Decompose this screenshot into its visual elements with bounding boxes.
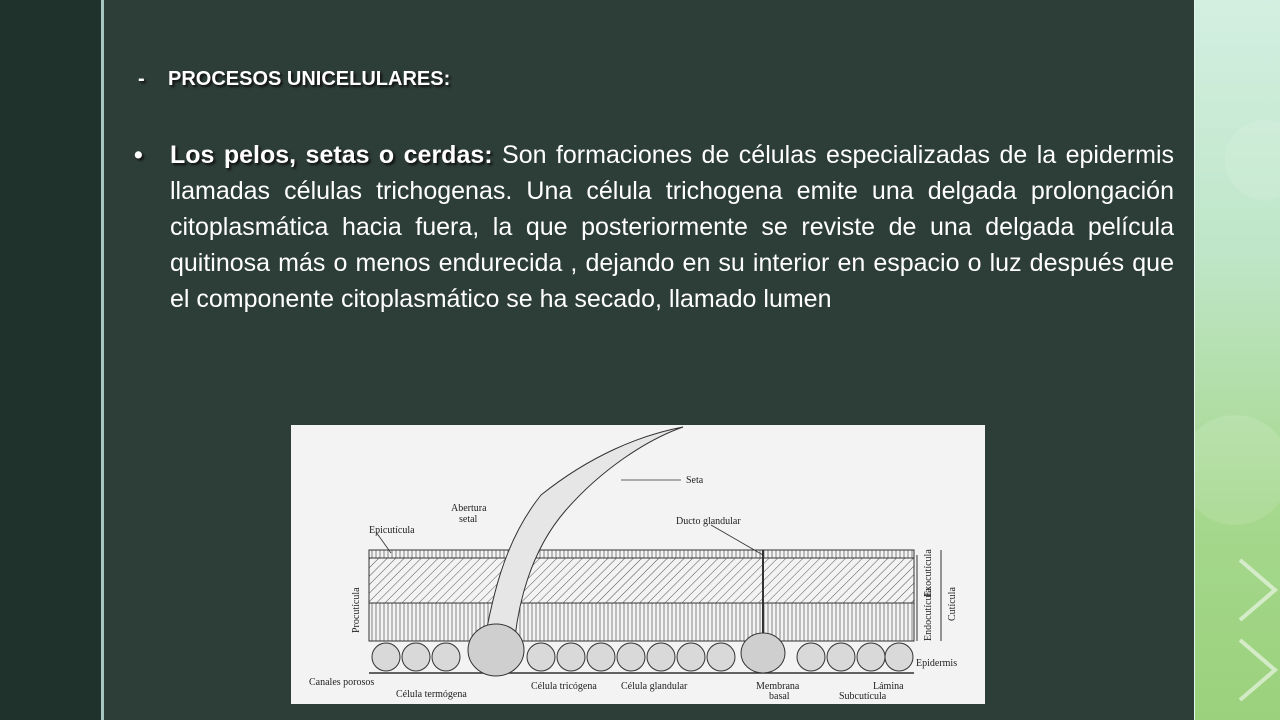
label-exocuticula: Exocutícula: [923, 549, 934, 597]
label-basal: basal: [769, 691, 790, 702]
label-ducto-glandular: Ducto glandular: [676, 516, 741, 527]
label-procuticula: Procutícula: [351, 587, 362, 633]
bullet-body: Son formaciones de células especializadas de la epidermis llamadas células trichogenas. Una célula trichogena emite una delgada prolongación citoplasmática hacia fuera, la que posteriormente se reviste de una delgada película quitinosa más o menos endurecida , dejando en su interior en espacio o luz después que el componente citoplasmático se ha secado, llamado lumen: [170, 141, 1174, 313]
cuticle-diagram: [291, 425, 985, 704]
slide-heading: [138, 68, 450, 91]
label-seta: Seta: [686, 475, 704, 486]
heading-dash: -: [138, 68, 145, 90]
left-band: [0, 0, 101, 720]
label-membrana: Membrana: [756, 681, 800, 692]
label-setal: setal: [459, 514, 478, 525]
cuticle-diagram-drawing: [291, 425, 985, 704]
decorative-chevron-icon: [1195, 0, 1280, 720]
label-celula-tricogena: Célula tricógena: [531, 681, 597, 692]
label-abertura: Abertura: [451, 503, 487, 514]
label-epidermis: Epidermis: [916, 658, 958, 669]
bullet-marker: •: [134, 141, 143, 169]
label-lamina: Lámina: [873, 681, 904, 692]
right-decorative-panel: [1195, 0, 1280, 720]
label-celula-glandular: Célula glandular: [621, 681, 688, 692]
label-cuticula: Cutícula: [947, 587, 958, 621]
label-epicuticula: Epicutícula: [369, 525, 415, 536]
heading-text: PROCESOS UNICELULARES:: [168, 68, 451, 90]
label-subcuticula: Subcutícula: [839, 691, 887, 702]
label-canales-porosos: Canales porosos: [309, 677, 375, 688]
label-endocuticula: Endocutícula: [923, 588, 934, 641]
bullet-paragraph: [134, 137, 1174, 317]
label-celula-termogena: Célula termógena: [396, 689, 467, 700]
bullet-term: Los pelos, setas o cerdas:: [170, 141, 493, 169]
